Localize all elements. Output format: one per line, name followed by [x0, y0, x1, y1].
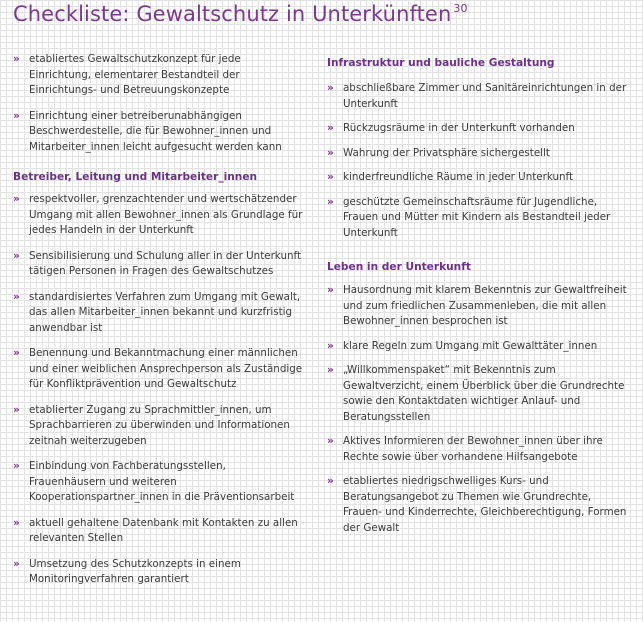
bullet-arrow-icon: » [327, 195, 334, 208]
bullet-arrow-icon: » [327, 475, 334, 487]
bullet-arrow-icon: » [13, 403, 20, 416]
list-item-text: geschützte Gemeinschaftsräume für Jugendliche, Frauen und Mütter mit Kindern als Bestandteil jeder Unterkunft [343, 195, 611, 239]
right-column [327, 56, 632, 536]
list-item [327, 81, 632, 112]
list-item [13, 516, 305, 547]
list-item [13, 403, 305, 450]
list-item-text: Umsetzung des Schutzkonzepts in einem Monitoringverfahren garantiert [29, 557, 241, 585]
list-item [13, 346, 305, 393]
list-item [327, 363, 632, 425]
bullet-arrow-icon: » [13, 249, 20, 262]
bullet-arrow-icon: » [13, 290, 20, 303]
list-item [327, 195, 632, 242]
bullet-arrow-icon: » [327, 82, 334, 94]
list-item [13, 290, 305, 337]
bullet-arrow-icon: » [13, 193, 20, 205]
bullet-arrow-icon: » [327, 171, 334, 183]
section-heading: Leben in der Unterkunft [327, 261, 471, 273]
list-item-text: aktuell gehaltene Datenbank mit Kontakten zu allen relevanten Stellen [29, 516, 298, 544]
bullet-arrow-icon: » [327, 364, 334, 376]
list-item [327, 339, 632, 355]
list-item-text: Benennung und Bekanntmachung einer männlichen und einer weiblichen Ansprechperson als Zuständige für Konfliktprävention und Gewaltschutz [29, 347, 303, 390]
intro-list [13, 52, 305, 155]
list-item [327, 170, 632, 186]
list-item [13, 459, 305, 506]
left-column [13, 52, 305, 588]
bullet-arrow-icon: » [13, 53, 20, 65]
list-item-text: Hausordnung mit klarem Bekenntnis zur Gewaltfreiheit und zum friedlichen Zusammenleben, die mit allen Bewohner_innen besprochen ist [343, 284, 627, 327]
list-item-text: Sensibilisierung und Schulung aller in der Unterkunft tätigen Personen in Fragen des Gewaltschutzes [29, 249, 301, 277]
list-item-text: etablierter Zugang zu Sprachmittler_innen, um Sprachbarrieren zu überwinden und Informationen zeitnah weiterzugeben [29, 403, 290, 447]
section-list [327, 283, 632, 536]
bullet-arrow-icon: » [327, 146, 334, 159]
list-item [327, 121, 632, 137]
bullet-arrow-icon: » [13, 516, 20, 529]
list-item-text: „Willkommenspaket“ mit Bekenntnis zum Gewaltverzicht, einem Überblick über die Grundrechte sowie den Kontaktdaten wichtiger Anlauf- und Beratungsstellen [343, 364, 625, 423]
list-item [13, 192, 305, 239]
list-item-text: standardisiertes Verfahren zum Umgang mit Gewalt, das allen Mitarbeiter_innen bekannt und kurzfristig anwendbar ist [29, 290, 301, 334]
footnote-marker: 30 [453, 2, 468, 15]
list-item [327, 474, 632, 536]
list-item [13, 249, 305, 280]
list-item [327, 434, 632, 465]
list-item [327, 146, 632, 162]
bullet-arrow-icon: » [327, 339, 334, 352]
list-item [13, 109, 305, 156]
bullet-arrow-icon: » [327, 435, 334, 447]
bullet-arrow-icon: » [13, 347, 20, 359]
bullet-arrow-icon: » [13, 460, 20, 472]
page-title-text: Checkliste: Gewaltschutz in Unterkünften [13, 2, 452, 26]
list-item-text: Einrichtung einer betreiberunabhängigen Beschwerdestelle, die für Bewohner_innen und Mitarbeiter_innen leicht aufgesucht werden kann [29, 109, 282, 153]
list-item-text: abschließbare Zimmer und Sanitäreinrichtungen in der Unterkunft [343, 82, 627, 110]
list-item-text: etabliertes niedrigschwelliges Kurs- und Beratungsangebot zu Themen wie Grundrechte, Frauen- und Kinderrechte, Gleichberechtigung, Formen der Gewalt [343, 475, 627, 534]
bullet-arrow-icon: » [13, 557, 20, 570]
section-heading: Betreiber, Leitung und Mitarbeiter_innen [13, 171, 258, 183]
list-item [13, 52, 305, 99]
bullet-arrow-icon: » [327, 122, 334, 134]
list-item [13, 557, 305, 588]
list-item [327, 283, 632, 330]
list-item-text: etabliertes Gewaltschutzkonzept für jede Einrichtung, elementarer Bestandteil der Einrichtungs- und Betreuungskonzepte [29, 53, 241, 96]
list-item-text: Aktives Informieren der Bewohner_innen über ihre Rechte sowie über vorhandene Hilfsangebote [343, 435, 603, 463]
page-title [13, 2, 468, 26]
section-list [327, 81, 632, 241]
list-item-text: respektvoller, grenzachtender und wertschätzender Umgang mit allen Bewohner_innen als Grundlage für jedes Handeln in der Unterkunft [29, 193, 303, 236]
list-item-text: Einbindung von Fachberatungsstellen, Frauenhäusern und weiteren Kooperationspartner_innen in die Präventionsarbeit [29, 460, 295, 503]
list-item-text: kinderfreundliche Räume in jeder Unterkunft [343, 171, 574, 183]
list-item-text: Rückzugsräume in der Unterkunft vorhanden [343, 122, 575, 134]
section-list [13, 192, 305, 588]
list-item-text: Wahrung der Privatsphäre sichergestellt [343, 146, 550, 159]
section-heading: Infrastruktur und bauliche Gestaltung [327, 57, 555, 69]
bullet-arrow-icon: » [13, 109, 20, 122]
list-item-text: klare Regeln zum Umgang mit Gewalttäter_innen [343, 339, 598, 352]
bullet-arrow-icon: » [327, 284, 334, 296]
